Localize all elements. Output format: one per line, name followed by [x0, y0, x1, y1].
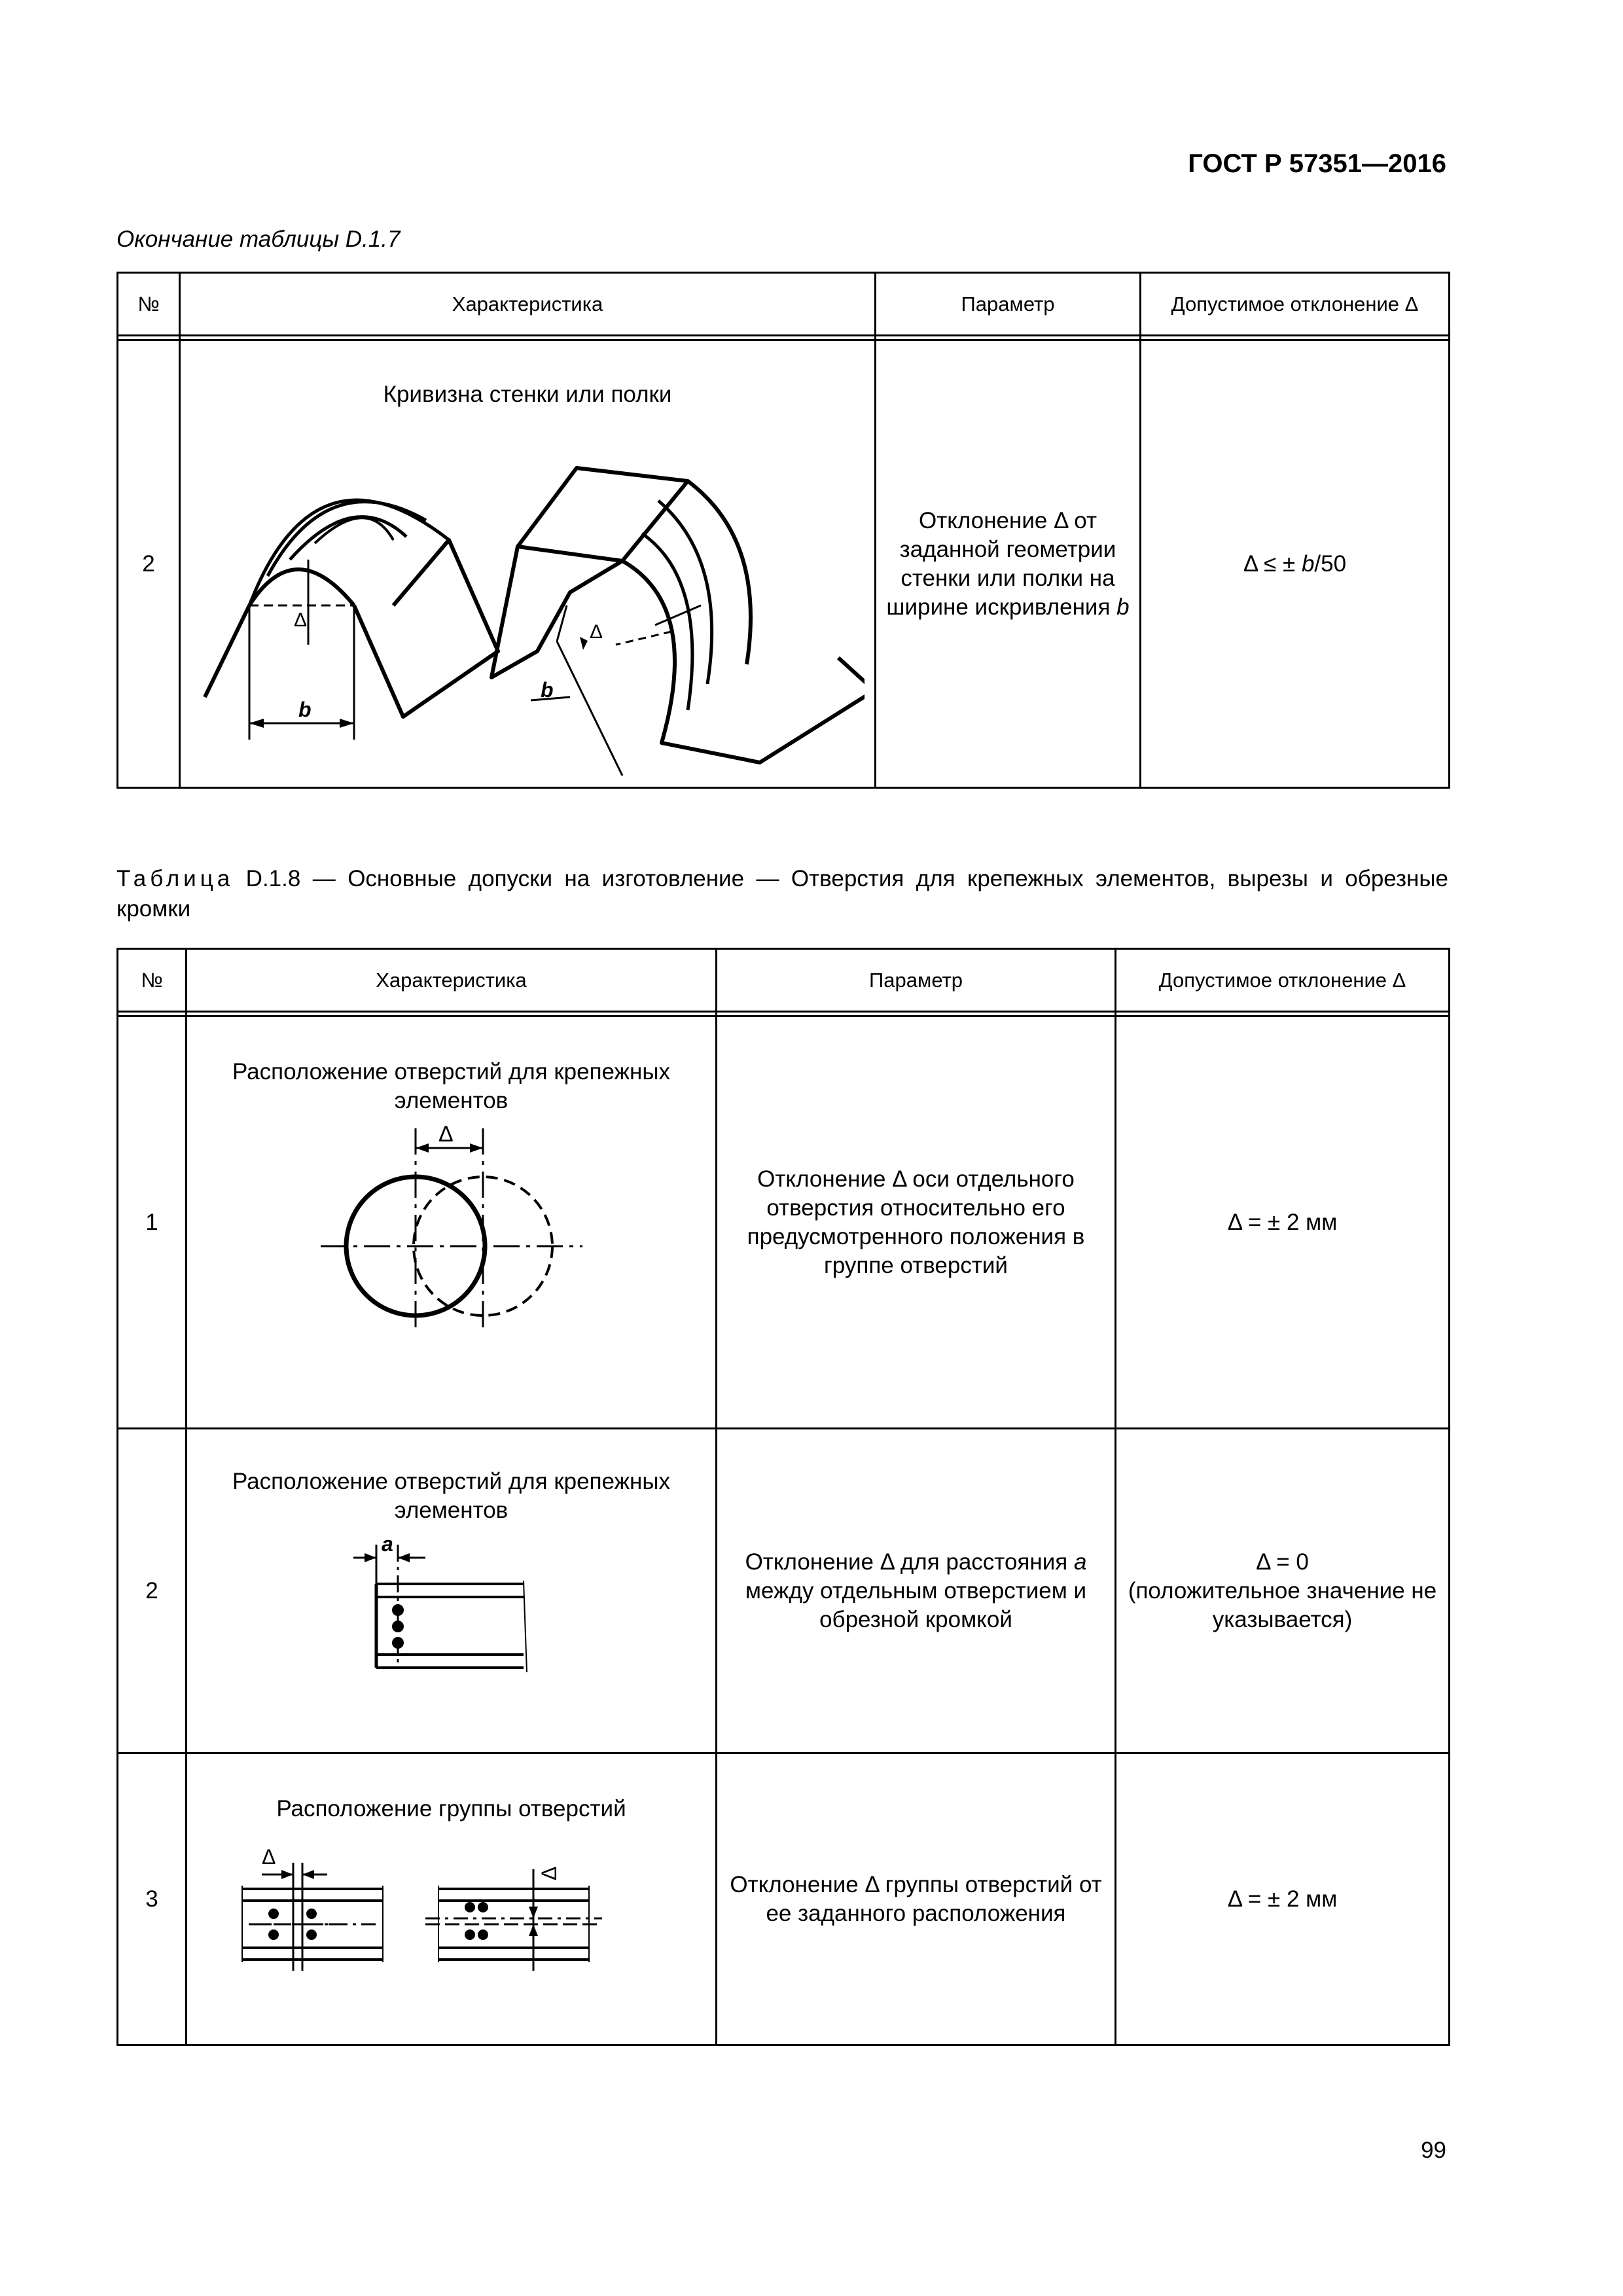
characteristic-title: Расположение группы отверстий [276, 1796, 626, 1821]
table-header-row [118, 949, 1450, 1012]
header-separator [118, 336, 1450, 340]
header-separator [118, 1012, 1450, 1016]
label-b-left: b [298, 698, 312, 721]
header-tolerance: Допустимое отклонение Δ [1116, 949, 1450, 1012]
tolerance-var: b [1301, 550, 1315, 577]
parameter-cell [717, 1429, 1116, 1753]
table-d17-end [116, 272, 1450, 789]
row-num: 2 [118, 1429, 187, 1753]
parameter-cell: Отклонение Δ оси отдельного отверстия относительно его предусмотренного положения в группе отверстий [717, 1016, 1116, 1429]
label-delta-left: Δ [294, 609, 308, 631]
row-num: 2 [118, 340, 180, 788]
table-row [118, 1753, 1450, 2045]
header-parameter: Параметр [876, 273, 1141, 336]
header-tolerance: Допустимое отклонение Δ [1141, 273, 1450, 336]
hole-group-figure [223, 1823, 681, 1974]
wall-curvature-figure [190, 409, 865, 776]
hole-markers-right [465, 1902, 488, 1940]
parameter-text: Отклонение Δ от заданной геометрии стенки или полки на ширине искривления [886, 507, 1116, 620]
parameter-cell: Отклонение Δ группы отверстий от ее заданного расположения [717, 1753, 1116, 2045]
characteristic-cell [180, 340, 876, 788]
table-row [118, 340, 1450, 788]
characteristic-cell [187, 1753, 717, 2045]
header-characteristic: Характеристика [187, 949, 717, 1012]
tolerance-suffix: /50 [1314, 550, 1347, 577]
hole-offset-figure [314, 1115, 589, 1338]
header-num: № [118, 949, 187, 1012]
tolerance-cell [1141, 340, 1450, 788]
table-d18 [116, 948, 1450, 2046]
header-characteristic: Характеристика [180, 273, 876, 336]
table-row [118, 1016, 1450, 1429]
characteristic-title: Расположение отверстий для крепежных элементов [232, 1059, 671, 1113]
table-header-row [118, 273, 1450, 336]
edge-distance-figure [314, 1525, 589, 1676]
tolerance-line1: Δ = 0 [1256, 1549, 1309, 1575]
wall-left [205, 605, 249, 697]
characteristic-title: Расположение отверстий для крепежных элементов [232, 1469, 671, 1523]
label-b-right: b [541, 678, 554, 702]
tolerance-cell: Δ = ± 2 мм [1116, 1016, 1450, 1429]
label-delta: Δ [438, 1122, 454, 1147]
table-continuation-caption: Окончание таблицы D.1.7 [116, 226, 401, 252]
row-num: 3 [118, 1753, 187, 2045]
parameter-suffix: между отдельным отверстием и обрезной кромкой [745, 1577, 1087, 1632]
characteristic-cell [187, 1429, 717, 1753]
parameter-cell [876, 340, 1141, 788]
table-row [118, 1429, 1450, 1753]
label-delta-left: Δ [261, 1845, 276, 1869]
table-d18-caption [116, 864, 1448, 924]
characteristic-cell [187, 1016, 717, 1429]
standard-code: ГОСТ Р 57351—2016 [1188, 149, 1446, 178]
label-delta-right: Δ [590, 621, 603, 643]
tolerance-line2: (положительное значение не указывается) [1128, 1577, 1437, 1632]
page-number: 99 [1421, 2138, 1446, 2163]
arc-front [249, 569, 354, 605]
caption-text: D.1.8 — Основные допуски на изготовление — Отверстия для крепежных элементов, вырезы и обрезные кромки [116, 866, 1448, 922]
row-num: 1 [118, 1016, 187, 1429]
label-delta-right: Δ [537, 1866, 561, 1880]
header-parameter: Параметр [717, 949, 1116, 1012]
top-face [518, 468, 688, 561]
tolerance-cell [1116, 1429, 1450, 1753]
header-num: № [118, 273, 180, 336]
parameter-var: b [1116, 594, 1130, 620]
label-a: a [381, 1532, 393, 1556]
parameter-prefix: Отклонение Δ для расстояния [745, 1549, 1068, 1575]
parameter-var: a [1073, 1549, 1087, 1575]
characteristic-title: Кривизна стенки или полки [383, 382, 672, 407]
tolerance-prefix: Δ ≤ ± [1243, 550, 1302, 577]
wall-right [354, 540, 498, 717]
tolerance-cell: Δ = ± 2 мм [1116, 1753, 1450, 2045]
caption-label: Таблица [116, 866, 234, 891]
hole-markers [392, 1604, 404, 1649]
